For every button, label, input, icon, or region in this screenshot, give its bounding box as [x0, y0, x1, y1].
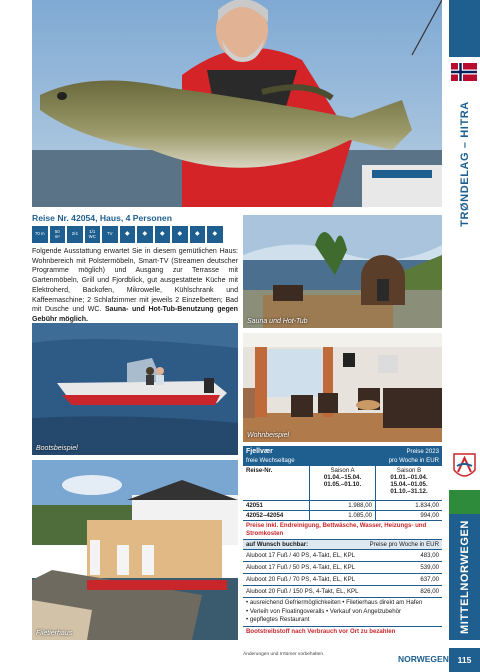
- distance-water-icon: 70 m: [32, 226, 48, 243]
- fuel-note: Bootstreibstoff nach Verbrauch vor Ort zu bezahlen: [246, 627, 396, 635]
- boat-photo: [32, 323, 238, 455]
- hottub-icon: ◆: [190, 226, 206, 243]
- dog-icon: ◆: [207, 226, 223, 243]
- season-b-dates: 01.01.–01.04. 15.04.–01.05. 01.10.–31.12.: [390, 474, 428, 495]
- col-reise-nr: Reise-Nr.: [246, 467, 273, 474]
- filetierhaus-caption: Filetierhaus: [36, 630, 73, 637]
- price-row: [243, 501, 442, 511]
- region-emblem-icon: [452, 452, 477, 482]
- page-title: Reise Nr. 42054, Haus, 4 Personen: [32, 213, 172, 223]
- col-season-a: [309, 466, 375, 500]
- beds-icon: 2/4: [67, 226, 83, 243]
- property-name: Fjellvær: [246, 448, 273, 455]
- boat-caption: Bootsbeispiel: [36, 445, 78, 452]
- price-row-nr: 42051: [246, 502, 263, 509]
- season-a-label: Saison A: [330, 467, 355, 474]
- boat-price: 539,00: [420, 564, 439, 571]
- boat-name: Aluboot 17 Fuß / 40 PS, 4-Takt, EL, KPL: [246, 552, 356, 559]
- boat-icon: ◆: [155, 226, 171, 243]
- bookable-header: [243, 540, 442, 550]
- price-table-header: [243, 446, 442, 466]
- bullet-line: • gepflegtes Restaurant: [246, 616, 310, 623]
- bath-icon: 1/1 WC: [85, 226, 101, 243]
- bookable-label: auf Wunsch buchbar:: [246, 541, 309, 548]
- wifi-icon: ◆: [137, 226, 153, 243]
- property-subtitle: freie Wechseltage: [246, 457, 295, 464]
- boat-row: [243, 562, 442, 574]
- boat-row: [243, 586, 442, 598]
- region-label: TRØNDELAG – HITRA: [458, 101, 471, 227]
- season-b-label: Saison B: [396, 467, 422, 474]
- hero-photo-fisherman: [32, 0, 442, 207]
- sauna-photo: [243, 215, 442, 328]
- sidebar-region: [449, 84, 480, 244]
- sidebar-top-bar: [449, 0, 480, 57]
- fishing-rod-icon: ◆: [120, 226, 136, 243]
- bullet-line: • Verleih von Floatingoveralls • Verkauf von Angelzubehör: [246, 607, 402, 615]
- description: [32, 247, 238, 325]
- price-row: [243, 511, 442, 521]
- price-per-week: pro Woche in EUR: [388, 457, 439, 464]
- price-row-a: 1.085,00: [309, 511, 375, 520]
- included-note: Preise inkl. Endreinigung, Bettwäsche, Wasser, Heizungs- und Stromkosten: [243, 521, 442, 540]
- filetierhaus-photo: [32, 460, 238, 640]
- disclaimer: Änderungen und Irrtümer vorbehalten.: [243, 652, 325, 657]
- footer-country: NORWEGEN: [398, 654, 449, 664]
- season-a-dates: 01.04.–15.04. 01.05.–01.10.: [323, 474, 362, 488]
- price-year: Preise 2023: [406, 448, 439, 455]
- boat-row: [243, 550, 442, 562]
- sidebar-area: [449, 514, 480, 640]
- sidebar: [449, 0, 480, 672]
- page-number: 115: [449, 648, 480, 672]
- price-row-b: 994,00: [375, 511, 442, 520]
- col-season-b: [375, 466, 442, 500]
- boat-price: 483,00: [420, 552, 439, 559]
- boat-name: Aluboot 20 Fuß / 70 PS, 4-Takt, EL, KPL: [246, 576, 356, 583]
- price-row-b: 1.834,00: [375, 501, 442, 510]
- description-text: Folgende Ausstattung erwartet Sie in diesem gemütlichen Haus: Wohnbereich mit Polstermöbeln, Smart-TV (Streamen deutscher Programme möglich) und Ausgang zur Terrasse mit Gartenmöbeln, Grill und Fjordblick, gut ausgestattete Küche mit Elektroherd, Backofen, Mikrowelle, Kühlschrank und Kaffeemaschine; 2 Schlafzimmer mit jeweils 2 Einzelbetten; Bad mit Dusche und WC.: [32, 248, 238, 314]
- description-bold: Sauna- und Hot-Tub-Benutzung gegen Gebühr möglich.: [32, 306, 238, 323]
- boat-name: Aluboot 20 Fuß / 150 PS, 4-Takt, EL, KPL: [246, 588, 359, 595]
- norway-flag-icon: [451, 63, 477, 81]
- sauna-caption: Sauna und Hot-Tub: [247, 318, 308, 325]
- boat-name: Aluboot 17 Fuß / 50 PS, 4-Takt, EL, KPL: [246, 564, 356, 571]
- area-label: MITTELNORWEGEN: [458, 520, 471, 634]
- boat-row: [243, 574, 442, 586]
- area-icon: 50 m²: [50, 226, 66, 243]
- price-row-a: 1.988,00: [309, 501, 375, 510]
- living-caption: Wohnbeispiel: [247, 432, 290, 439]
- price-row-nr: 42052–42054: [246, 512, 284, 519]
- season-header-row: [243, 466, 442, 501]
- amenity-icons: [32, 226, 223, 243]
- tv-icon: TV: [102, 226, 118, 243]
- boat-price: 826,00: [420, 588, 439, 595]
- bookable-price-label: Preise pro Woche in EUR: [369, 541, 439, 548]
- living-room-photo: [243, 333, 442, 442]
- service-bullets: [243, 598, 442, 627]
- bullet-line: • ausreichend Gefriermöglichkeiten • Filetierhaus direkt am Hafen: [246, 599, 423, 606]
- sidebar-green-bar: [449, 490, 480, 514]
- price-table: [243, 446, 442, 636]
- boat-price: 637,00: [420, 576, 439, 583]
- sauna-icon: ◆: [172, 226, 188, 243]
